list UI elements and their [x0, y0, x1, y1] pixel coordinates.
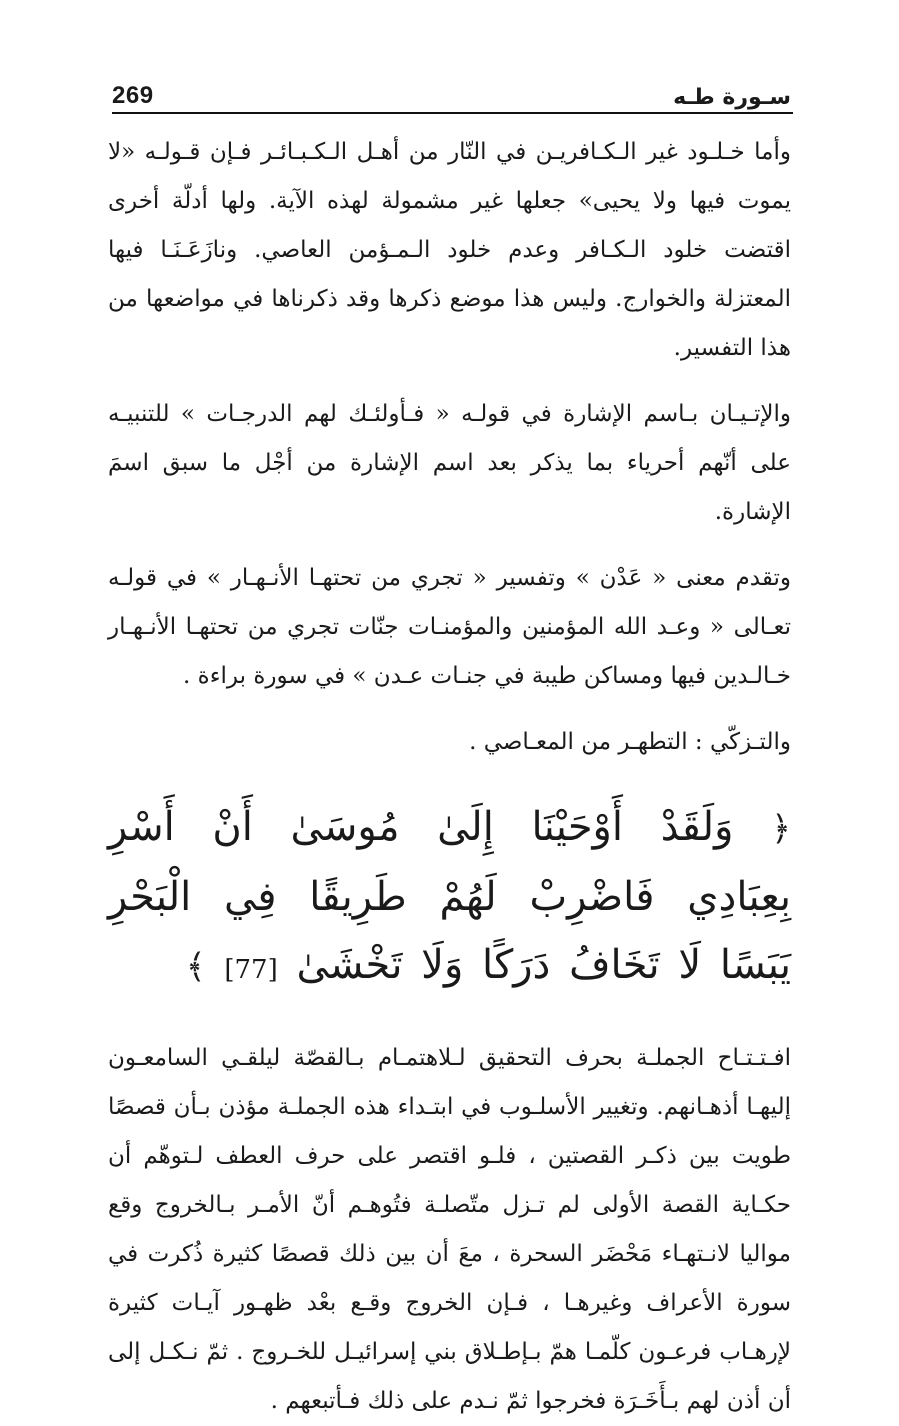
- paragraph: والإتـيـان بـاسم الإشارة في قولـه « فـأولئـك لهم الدرجـات » للتنبيـه على أنّهم أحرياء بما يذكر بعد اسم الإشارة من أجْل ما سبق اسمَ الإشارة.: [108, 401, 791, 525]
- verse-close-bracket: ﴾: [185, 947, 206, 987]
- verse-number: [77]: [224, 955, 278, 985]
- page-body: [108, 128, 791, 1426]
- verse-text: وَلَقَدْ أَوْحَيْنَا إِلَىٰ مُوسَىٰ أَنْ أَسْرِ بِعِبَادِي فَاضْرِبْ لَهُمْ طَرِيقًا فِي الْبَحْرِ يَبَسًا لَا تَخَافُ دَرَكًا وَلَا تَخْشَىٰ: [108, 804, 791, 988]
- verse-commentary: [108, 1034, 791, 1426]
- surah-title: سـورة طـه: [673, 85, 791, 110]
- paragraph: وتقدم معنى « عَدْن » وتفسير « تجري من تحتهـا الأنـهـار » في قولـه تعـالى « وعـد الله المؤمنين والمؤمنـات جنّات تجري من تحتهـا الأنـهـار خـالـدين فيها ومساكن طيبة في جنـات عـدن » في سورة براءة .: [108, 565, 791, 689]
- page-header: [112, 76, 791, 110]
- paragraph: والتـزكّي : التطهـر من المعـاصي .: [469, 729, 791, 755]
- page-number: 269: [112, 82, 154, 109]
- verse-open-bracket: ﴿: [771, 809, 791, 849]
- paragraph: وأما خـلـود غير الـكـافريـن في النّار من أهـل الـكـبـائـر فـإن قـولـه «لا يموت فيها ولا يحيى» جعلها غير مشمولة لهذه الآية. ولها أدلّة أخرى اقتضت خلود الـكـافر وعدم خلود الـمـؤمن العاصي. ونازَعَـنَـا فيها المعتزلة والخوارج. وليس هذا موضع ذكرها وقد ذكرناها في مواضعها من هذا التفسير.: [108, 139, 791, 361]
- header-divider: [112, 112, 793, 114]
- commentary-paragraph: افـتـتـاح الجملـة بحرف التحقيق لـلاهتمـام بـالقصّة ليلقـي السامعـون إليهـا أذهـانهم. وتغيير الأسلـوب في ابتـداء هذه الجملـة مؤذن بـأن قصصًا طويت بين ذكـر القصتين ، فلـو اقتصر على حرف العطف لـتوهّم أن حكـاية القصة الأولى لم تـزل متّصلـة فتُوهـم أنّ الأمـر بـالخروج وقع مواليا لانـتهـاء مَحْضَر السحرة ، معَ أن بين ذلك قصصًا كثيرة ذُكرت في سورة الأعراف وغيرهـا ، فـإن الخروج وقـع بعْد ظهـور آيـات كثيرة لإرهـاب فرعـون كلّمـا همّ بـإطـلاق بني إسرائيـل للخـروج . ثمّ نـكـل إلى أن أذن لهم بـأَخَـرَة فخرجوا ثمّ نـدم على ذلك فـأتبعهم .: [108, 1045, 791, 1414]
- quran-verse: [108, 793, 791, 1004]
